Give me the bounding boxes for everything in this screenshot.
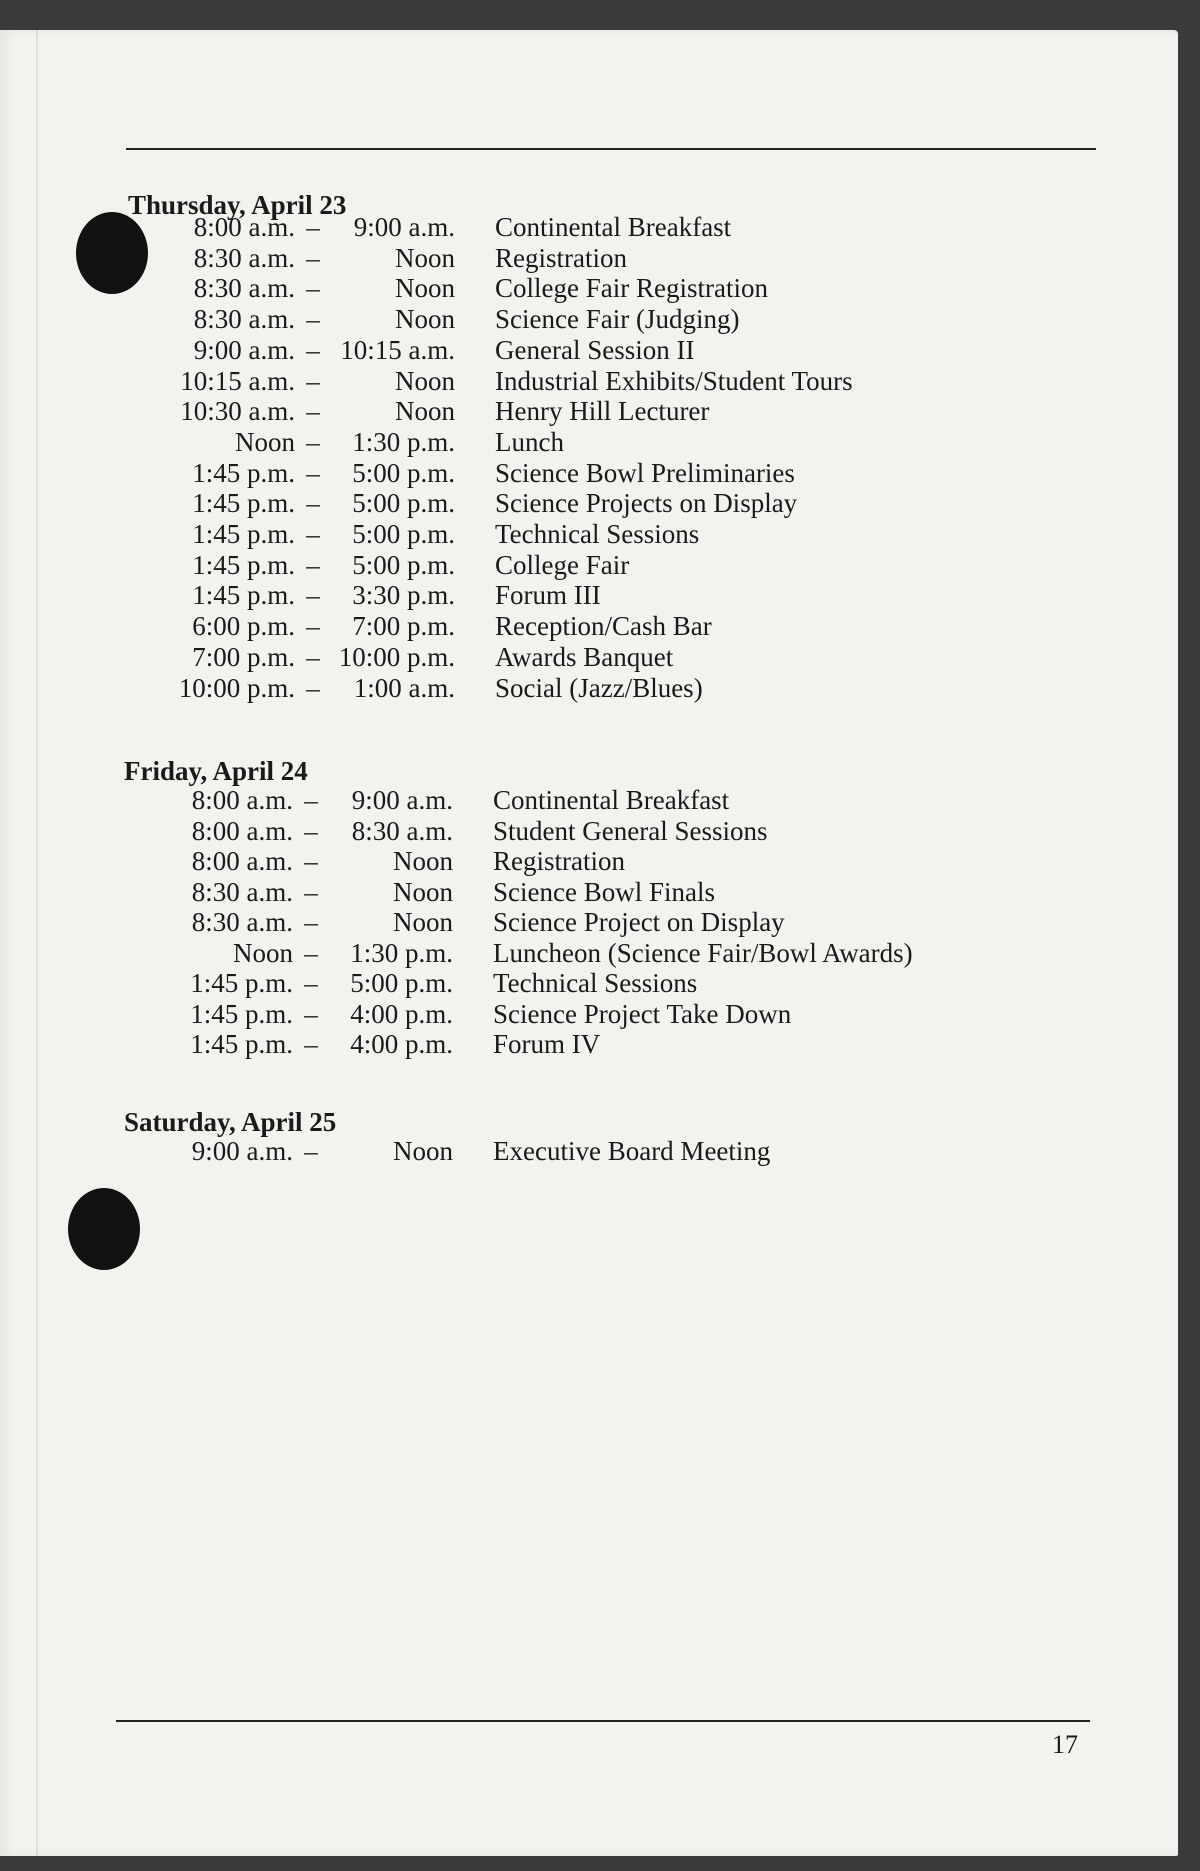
time-separator: – <box>306 212 320 242</box>
end-time: 10:00 p.m. <box>338 642 455 672</box>
event-name: Executive Board Meeting <box>493 1136 771 1166</box>
event-name: Science Project on Display <box>493 907 785 937</box>
schedule-row <box>138 938 1038 969</box>
event-name: Awards Banquet <box>495 642 674 672</box>
time-separator: – <box>304 907 318 937</box>
time-separator: – <box>304 968 318 998</box>
start-time: 10:00 p.m. <box>178 673 295 703</box>
event-name: Science Project Take Down <box>493 999 792 1029</box>
schedule-row <box>140 366 1040 397</box>
end-time: 1:30 p.m. <box>350 938 453 968</box>
end-time: Noon <box>395 396 455 426</box>
start-time: 8:00 a.m. <box>193 212 295 242</box>
event-name: Forum III <box>495 580 601 610</box>
start-time: 6:00 p.m. <box>192 611 295 641</box>
schedule-row <box>140 335 1040 366</box>
schedule-row <box>140 273 1040 304</box>
schedule-row <box>140 550 1040 581</box>
event-name: Luncheon (Science Fair/Bowl Awards) <box>493 938 913 968</box>
event-name: Industrial Exhibits/Student Tours <box>495 366 853 396</box>
end-time: 1:00 a.m. <box>353 673 455 703</box>
schedule-row <box>140 488 1040 519</box>
time-separator: – <box>304 816 318 846</box>
time-separator: – <box>304 877 318 907</box>
time-separator: – <box>306 335 320 365</box>
end-time: 8:30 a.m. <box>351 816 453 846</box>
end-time: 3:30 p.m. <box>352 580 455 610</box>
schedule-row <box>138 999 1038 1030</box>
time-separator: – <box>306 366 320 396</box>
event-name: Technical Sessions <box>493 968 698 998</box>
time-separator: – <box>306 488 320 518</box>
event-name: Science Fair (Judging) <box>495 304 740 334</box>
time-separator: – <box>306 396 320 426</box>
time-separator: – <box>306 304 320 334</box>
start-time: Noon <box>233 938 293 968</box>
time-separator: – <box>306 580 320 610</box>
event-name: College Fair <box>495 550 630 580</box>
event-name: Registration <box>495 243 627 273</box>
time-separator: – <box>304 1136 318 1166</box>
event-name: Continental Breakfast <box>493 785 730 815</box>
schedule-row <box>140 611 1040 642</box>
start-time: 1:45 p.m. <box>192 550 295 580</box>
end-time: 9:00 a.m. <box>353 212 455 242</box>
event-name: Lunch <box>495 427 564 457</box>
start-time: 1:45 p.m. <box>192 458 295 488</box>
event-name: General Session II <box>495 335 695 365</box>
event-name: Reception/Cash Bar <box>495 611 712 641</box>
time-separator: – <box>304 938 318 968</box>
event-name: Henry Hill Lecturer <box>495 396 710 426</box>
schedule-row <box>140 427 1040 458</box>
start-time: 8:00 a.m. <box>191 785 293 815</box>
schedule-row <box>140 396 1040 427</box>
schedule-row <box>140 519 1040 550</box>
schedule-row <box>140 304 1040 335</box>
end-time: Noon <box>393 846 453 876</box>
schedule-row <box>140 243 1040 274</box>
end-time: Noon <box>395 304 455 334</box>
end-time: Noon <box>395 273 455 303</box>
end-time: 7:00 p.m. <box>352 611 455 641</box>
schedule-row <box>140 458 1040 489</box>
end-time: 4:00 p.m. <box>350 999 453 1029</box>
end-time: Noon <box>393 877 453 907</box>
time-separator: – <box>306 611 320 641</box>
schedule-row <box>138 785 1038 816</box>
time-separator: – <box>304 846 318 876</box>
start-time: 8:30 a.m. <box>191 877 293 907</box>
event-name: Student General Sessions <box>493 816 768 846</box>
day-heading: Saturday, April 25 <box>124 1107 337 1137</box>
end-time: 5:00 p.m. <box>352 488 455 518</box>
start-time: 1:45 p.m. <box>192 488 295 518</box>
start-time: Noon <box>235 427 295 457</box>
schedule-row <box>138 816 1038 847</box>
day-heading: Thursday, April 23 <box>128 190 347 220</box>
start-time: 1:45 p.m. <box>190 968 293 998</box>
start-time: 8:00 a.m. <box>191 846 293 876</box>
time-separator: – <box>304 999 318 1029</box>
event-name: Registration <box>493 846 625 876</box>
event-name: Science Bowl Finals <box>493 877 715 907</box>
end-time: 10:15 a.m. <box>340 335 455 365</box>
schedule-row <box>140 212 1040 243</box>
time-separator: – <box>306 273 320 303</box>
schedule-row <box>138 877 1038 908</box>
time-separator: – <box>306 243 320 273</box>
event-name: College Fair Registration <box>495 273 768 303</box>
time-separator: – <box>306 519 320 549</box>
time-separator: – <box>306 458 320 488</box>
schedule-row <box>140 580 1040 611</box>
schedule-row <box>138 907 1038 938</box>
schedule-row <box>138 1029 1038 1060</box>
start-time: 1:45 p.m. <box>190 999 293 1029</box>
start-time: 7:00 p.m. <box>192 642 295 672</box>
schedule-row <box>138 846 1038 877</box>
start-time: 1:45 p.m. <box>192 519 295 549</box>
start-time: 10:30 a.m. <box>180 396 295 426</box>
event-name: Forum IV <box>493 1029 601 1059</box>
end-time: 5:00 p.m. <box>350 968 453 998</box>
page-number: 17 <box>1052 1730 1078 1759</box>
schedule-row <box>140 673 1040 704</box>
start-time: 8:30 a.m. <box>193 243 295 273</box>
start-time: 8:30 a.m. <box>193 304 295 334</box>
end-time: Noon <box>393 907 453 937</box>
end-time: 5:00 p.m. <box>352 519 455 549</box>
end-time: 1:30 p.m. <box>352 427 455 457</box>
end-time: 4:00 p.m. <box>350 1029 453 1059</box>
end-time: Noon <box>395 366 455 396</box>
start-time: 10:15 a.m. <box>180 366 295 396</box>
end-time: 9:00 a.m. <box>351 785 453 815</box>
start-time: 8:30 a.m. <box>191 907 293 937</box>
schedule-row <box>138 1136 1038 1167</box>
document-page <box>0 30 1178 1856</box>
time-separator: – <box>306 550 320 580</box>
event-name: Science Bowl Preliminaries <box>495 458 795 488</box>
end-time: Noon <box>393 1136 453 1166</box>
schedule <box>0 30 1178 1856</box>
day-heading: Friday, April 24 <box>124 756 308 786</box>
start-time: 8:30 a.m. <box>193 273 295 303</box>
start-time: 9:00 a.m. <box>191 1136 293 1166</box>
time-separator: – <box>306 427 320 457</box>
event-name: Continental Breakfast <box>495 212 732 242</box>
end-time: 5:00 p.m. <box>352 458 455 488</box>
time-separator: – <box>306 673 320 703</box>
start-time: 9:00 a.m. <box>193 335 295 365</box>
start-time: 1:45 p.m. <box>190 1029 293 1059</box>
schedule-row <box>140 642 1040 673</box>
schedule-row <box>138 968 1038 999</box>
time-separator: – <box>304 1029 318 1059</box>
time-separator: – <box>304 785 318 815</box>
start-time: 8:00 a.m. <box>191 816 293 846</box>
end-time: Noon <box>395 243 455 273</box>
event-name: Science Projects on Display <box>495 488 798 518</box>
event-name: Technical Sessions <box>495 519 700 549</box>
event-name: Social (Jazz/Blues) <box>495 673 703 703</box>
start-time: 1:45 p.m. <box>192 580 295 610</box>
end-time: 5:00 p.m. <box>352 550 455 580</box>
time-separator: – <box>306 642 320 672</box>
